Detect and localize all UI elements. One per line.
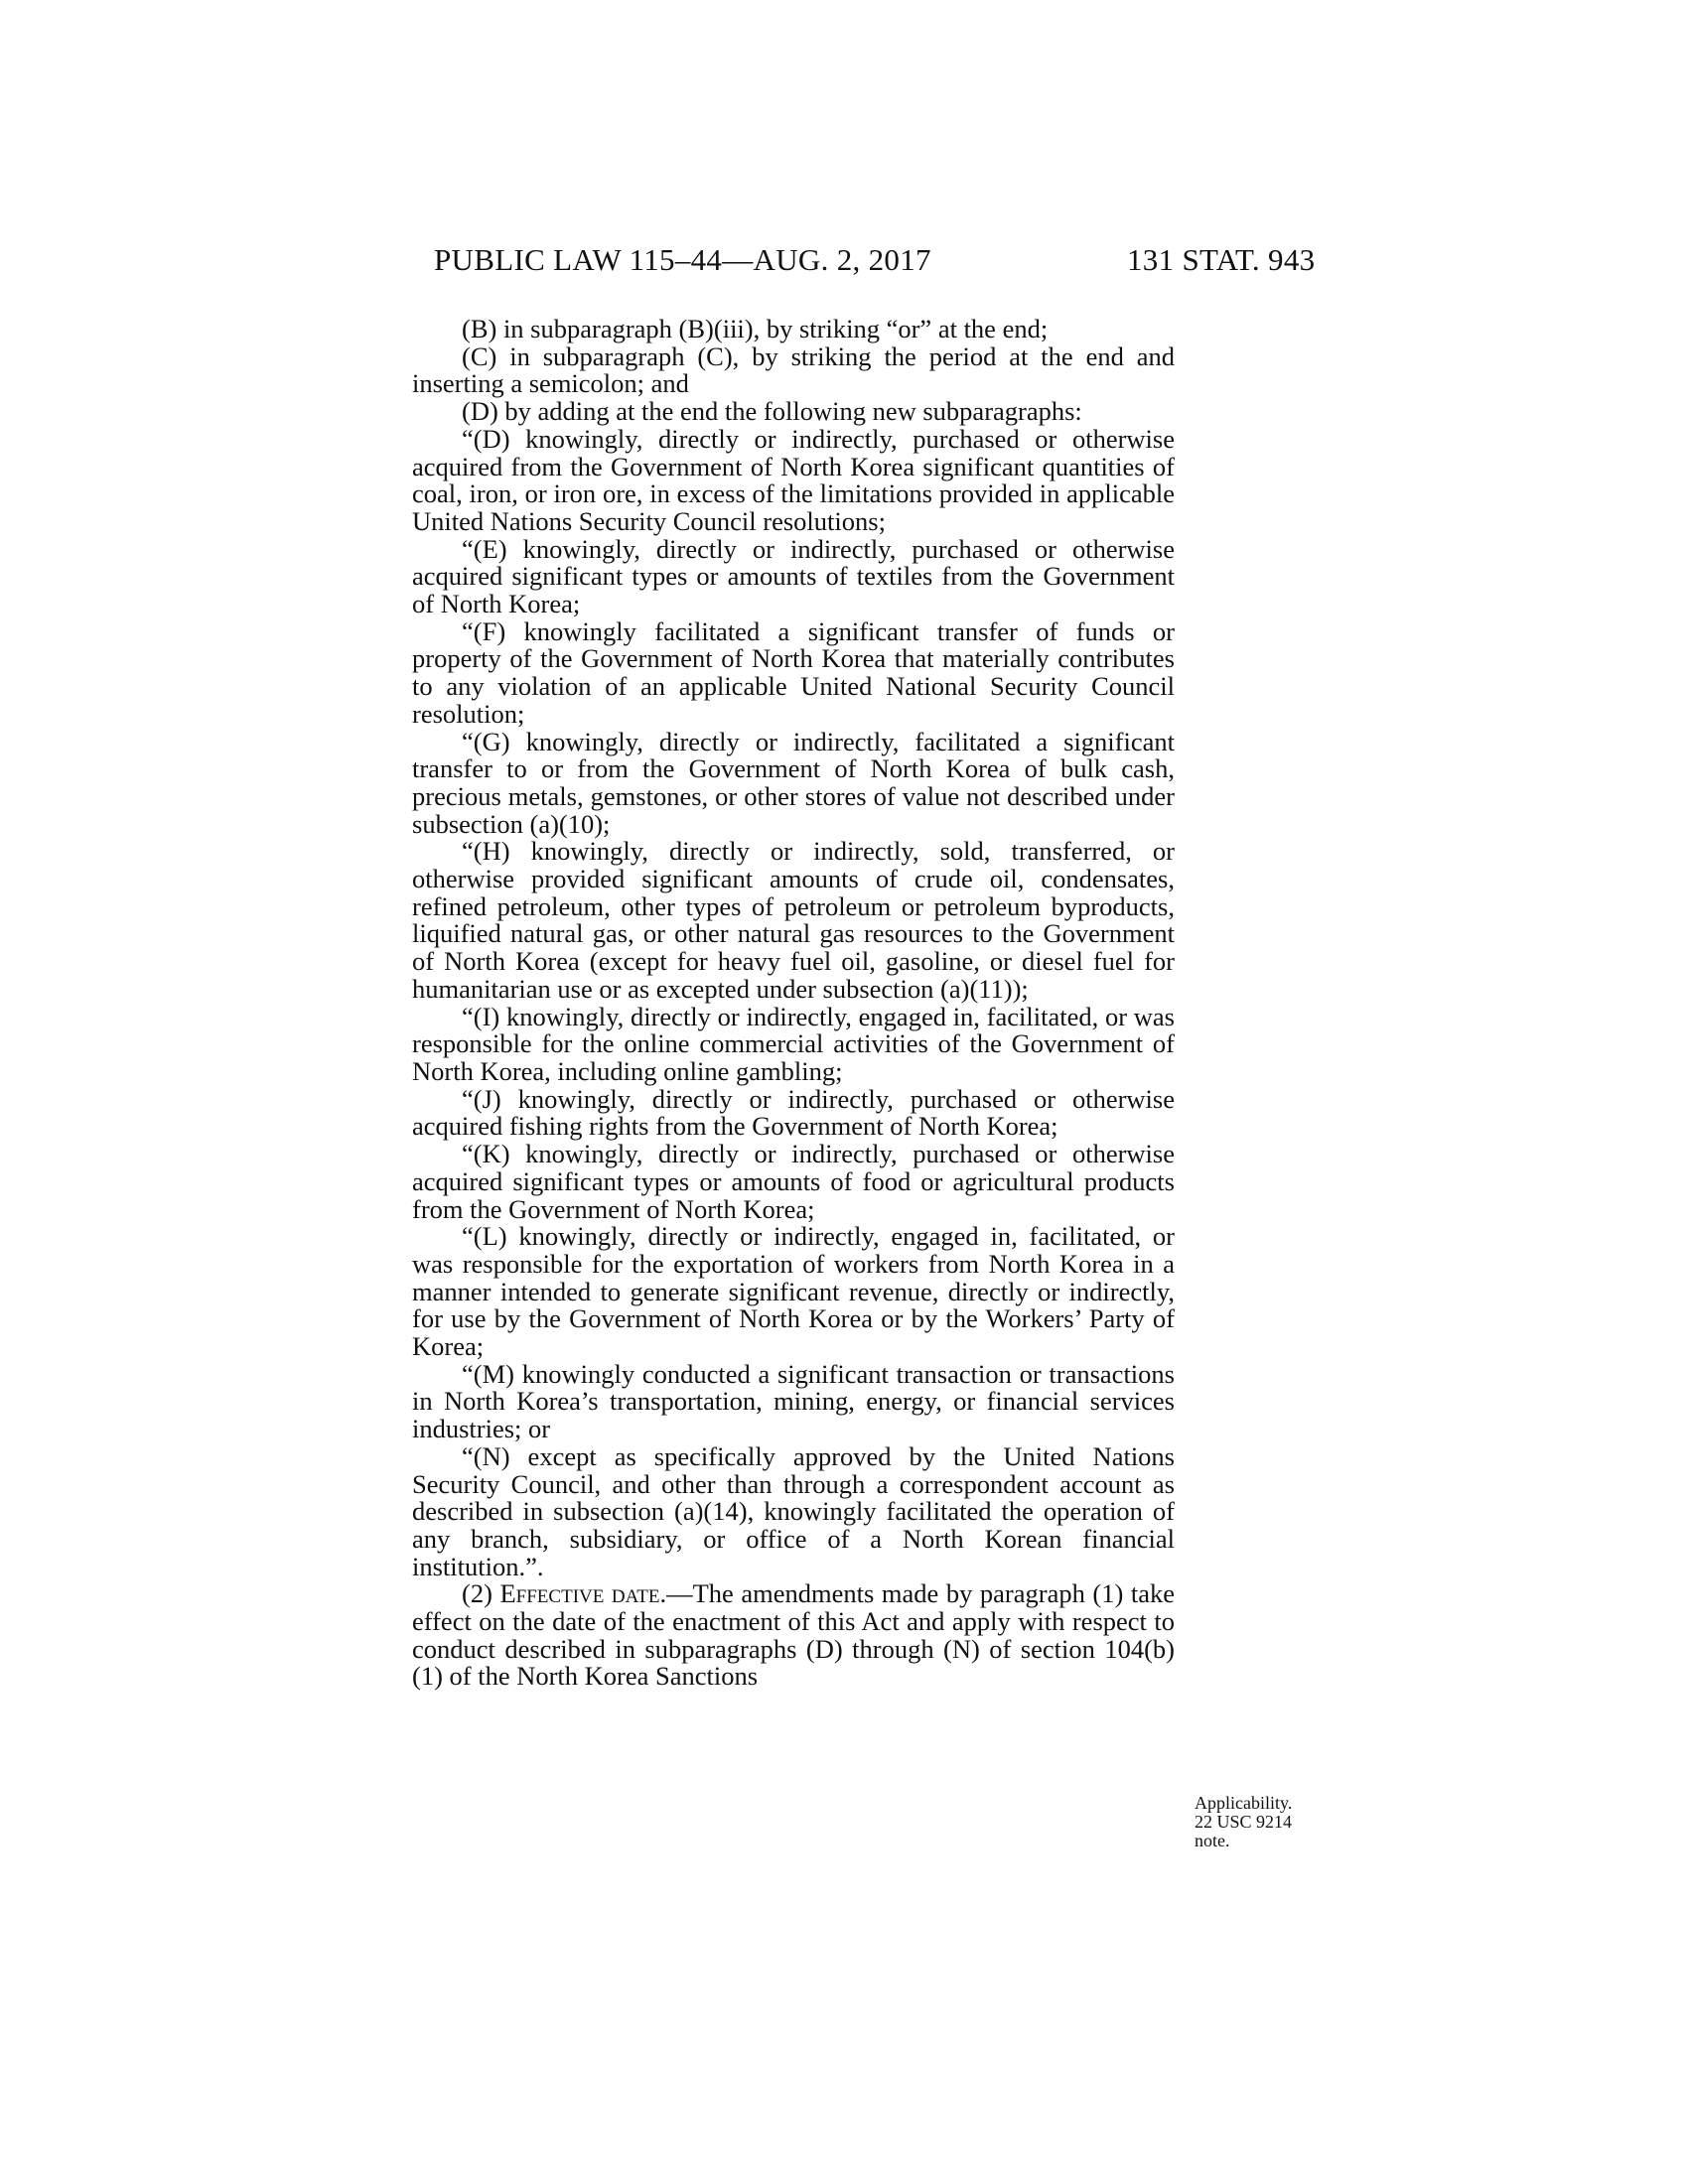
quoted-subparagraph-d: “(D) knowingly, directly or indirectly, purchased or otherwise acquired from the Government of North Korea significant quantities of coal, iron, or iron ore, in excess of the limitations provided in applicable United Nations Security Council resolutions;	[412, 423, 1175, 536]
quoted-subparagraph-g: “(G) knowingly, directly or indirectly, facilitated a significant transfer to or from the Government of North Korea of bulk cash, precious metals, gemstones, or other stores of value not described under subsection (a)(10);	[412, 726, 1175, 839]
paragraph-effective-date	[412, 1580, 1175, 1691]
margin-note-usc-citation: 22 USC 9214	[1195, 1812, 1293, 1832]
margin-note-applicability: Applicability.	[1195, 1793, 1293, 1813]
quoted-subparagraph-k: “(K) knowingly, directly or indirectly, purchased or otherwise acquired significant types or amounts of food or agricultural products from the Government of North Korea;	[412, 1139, 1175, 1224]
effective-date-number: (2)	[462, 1578, 492, 1609]
quoted-subparagraph-n: “(N) except as specifically approved by the United Nations Security Council, and other than through a correspondent account as described in subsection (a)(14), knowingly facilitated the operation of any branch, subsidiary, or office of a North Korean financial institution.”.	[412, 1440, 1175, 1581]
quoted-subparagraph-h: “(H) knowingly, directly or indirectly, sold, transferred, or otherwise provided significant amounts of crude oil, condensates, refined petroleum, other types of petroleum or petroleum byproducts, liquified natural gas, or other natural gas resources to the Government of North Korea (except for heavy fuel oil, gasoline, or diesel fuel for humanitarian use or as excepted under subsection (a)(11));	[412, 836, 1175, 1004]
running-head-law-citation: PUBLIC LAW 115–44—AUG. 2, 2017	[434, 242, 931, 277]
paragraph-subparagraph-d: (D) by adding at the end the following new subparagraphs:	[462, 396, 1082, 427]
running-head-page-citation: 131 STAT. 943	[1127, 242, 1316, 277]
quoted-subparagraph-i: “(I) knowingly, directly or indirectly, engaged in, facilitated, or was responsible for the online commercial activities of the Government of North Korea, including online gambling;	[412, 1001, 1175, 1086]
effective-date-dash: .—	[659, 1578, 693, 1609]
quoted-subparagraph-j: “(J) knowingly, directly or indirectly, purchased or otherwise acquired fishing rights from the Government of North Korea;	[412, 1083, 1175, 1142]
effective-date-heading: Effective date	[499, 1578, 660, 1609]
statute-body	[412, 316, 1175, 1691]
quoted-subparagraph-m: “(M) knowingly conducted a significant transaction or transactions in North Korea’s transportation, mining, energy, or financial services industries; or	[412, 1358, 1175, 1444]
quoted-subparagraph-l: “(L) knowingly, directly or indirectly, engaged in, facilitated, or was responsible for the exportation of workers from North Korea in a manner intended to generate significant revenue, directly or indirectly, for use by the Government of North Korea or by the Workers’ Party of Korea;	[412, 1221, 1175, 1362]
margin-note	[1195, 1794, 1343, 1850]
effective-date-text: The amendments made by paragraph (1) take effect on the date of the enactment of this Act and apply with respect to conduct described in subparagraphs (D) through (N) of section 104(b)(1) of the North Korea Sanctions	[412, 1578, 1175, 1692]
quoted-subparagraph-e: “(E) knowingly, directly or indirectly, purchased or otherwise acquired significant types or amounts of textiles from the Government of North Korea;	[412, 533, 1175, 619]
paragraph-subparagraph-b: (B) in subparagraph (B)(iii), by striking “or” at the end;	[462, 314, 1049, 343]
margin-note-note: note.	[1195, 1831, 1230, 1850]
quoted-subparagraph-f: “(F) knowingly facilitated a significant transfer of funds or property of the Government of North Korea that materially contributes to any violation of an applicable United National Security Council resolution;	[412, 615, 1175, 729]
paragraph-subparagraph-c: (C) in subparagraph (C), by striking the period at the end and inserting a semicolon; and	[412, 341, 1175, 399]
